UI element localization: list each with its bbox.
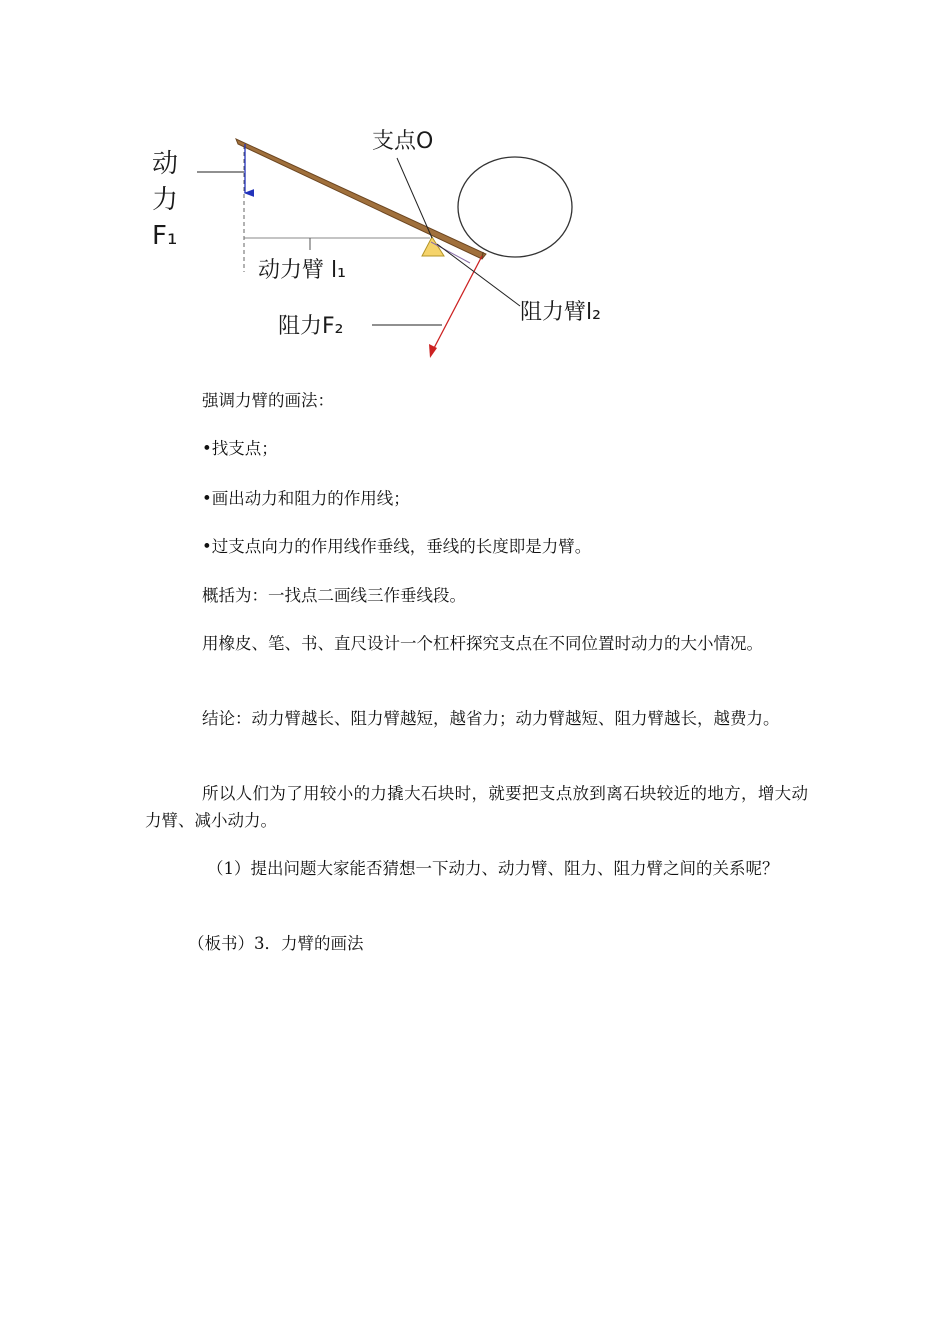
conclusion-paragraph: 结论：动力臂越长、阻力臂越短，越省力；动力臂越短、阻力臂越长，越费力。 bbox=[202, 709, 780, 728]
experiment-paragraph: 用橡皮、笔、书、直尺设计一个杠杆探究支点在不同位置时动力的大小情况。 bbox=[202, 634, 763, 653]
bullet-draw-perpendicular: •过支点向力的作用线作垂线，垂线的长度即是力臂。 bbox=[202, 537, 592, 556]
bullet-find-fulcrum: •找支点； bbox=[202, 439, 278, 458]
lever-diagram bbox=[0, 0, 950, 380]
fulcrum-label: 支点O bbox=[372, 129, 434, 154]
effort-label-char2: 力 bbox=[152, 185, 179, 215]
board-note: （板书）3．力臂的画法 bbox=[188, 934, 364, 953]
lever-plank bbox=[236, 139, 486, 259]
application-paragraph: 所以人们为了用较小的力撬大石块时，就要把支点放到离石块较近的地方，增大动力臂、减小动力。 bbox=[145, 784, 808, 830]
effort-label-char1: 动 bbox=[152, 149, 179, 179]
emphasis-heading: 强调力臂的画法： bbox=[202, 391, 334, 410]
load-arm-label: 阻力臂l₂ bbox=[520, 300, 601, 325]
effort-label bbox=[152, 146, 178, 254]
lever-end-cap bbox=[482, 252, 483, 259]
effort-label-symbol: F₁ bbox=[152, 221, 178, 251]
bullet-draw-action-lines: •画出动力和阻力的作用线； bbox=[202, 489, 410, 508]
effort-arm-label: 动力臂 l₁ bbox=[258, 258, 346, 283]
summary-paragraph: 概括为：一找点二画线三作垂线段。 bbox=[202, 586, 466, 605]
load-label: 阻力F₂ bbox=[278, 314, 344, 339]
load-arrow-head bbox=[429, 344, 437, 358]
stone-circle bbox=[458, 157, 572, 257]
load-arrow-shaft bbox=[433, 256, 482, 350]
question-paragraph: （1）提出问题大家能否猜想一下动力、动力臂、阻力、阻力臂之间的关系呢？ bbox=[207, 859, 779, 878]
